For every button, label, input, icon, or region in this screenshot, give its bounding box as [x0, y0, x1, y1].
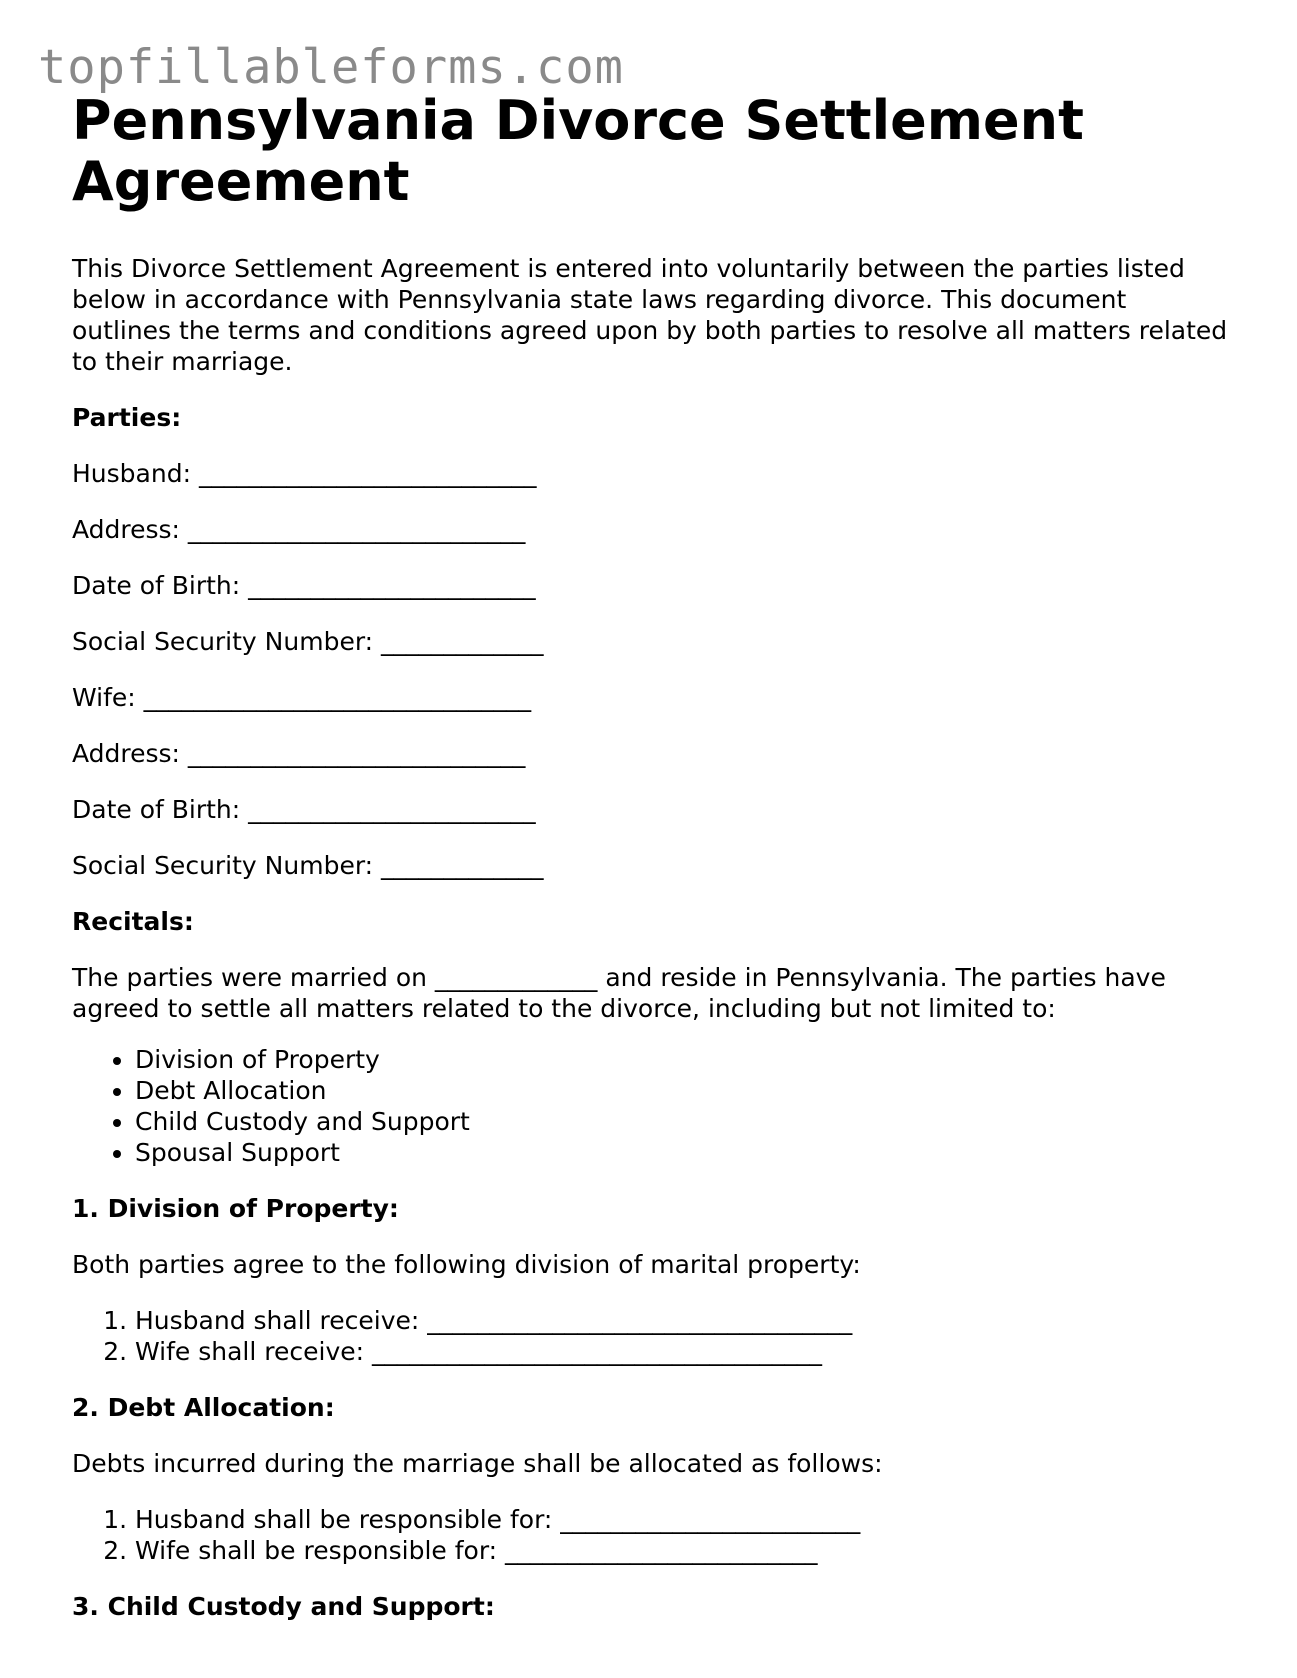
section2-list	[72, 1504, 1232, 1566]
wife-property-field[interactable]: 2. Wife shall receive: ____________________________________	[135, 1336, 1232, 1367]
wife-address-field[interactable]: Address: ___________________________	[72, 739, 526, 768]
section1-list	[72, 1305, 1232, 1367]
wife-name-field[interactable]: Wife: _______________________________	[72, 683, 532, 712]
recitals-list	[72, 1044, 1232, 1168]
intro-paragraph: This Divorce Settlement Agreement is entered into voluntarily between the parties listed below in accordance with Pennsylvania state laws regarding divorce. This document outlines the terms and conditions agreed upon by both parties to resolve all matters related to their marriage.	[72, 254, 1228, 376]
recitals-text: The parties were married on _____________ and reside in Pennsylvania. The parties have agreed to settle all matters related to the divorce, including but not limited to:	[72, 963, 1166, 1023]
wife-ssn-field[interactable]: Social Security Number: _____________	[72, 851, 544, 880]
husband-property-field[interactable]: 1. Husband shall receive: __________________________________	[135, 1305, 1232, 1336]
husband-ssn-field[interactable]: Social Security Number: _____________	[72, 627, 544, 656]
husband-name-field[interactable]: Husband: ___________________________	[72, 459, 537, 488]
list-item: • Division of Property	[135, 1044, 1232, 1075]
watermark: topfillableforms.com	[38, 40, 624, 95]
section2-heading: 2. Debt Allocation:	[72, 1393, 335, 1422]
list-item: • Debt Allocation	[135, 1075, 1232, 1106]
section1-text: Both parties agree to the following division of marital property:	[72, 1250, 861, 1279]
document-page	[72, 90, 1232, 1622]
recitals-heading: Recitals:	[72, 907, 194, 936]
document-title: Pennsylvania Divorce Settlement Agreement	[72, 89, 1084, 213]
list-item: • Child Custody and Support	[135, 1106, 1232, 1137]
husband-dob-field[interactable]: Date of Birth: _______________________	[72, 571, 536, 600]
parties-heading: Parties:	[72, 403, 182, 432]
section3-heading: 3. Child Custody and Support:	[72, 1592, 495, 1621]
section1-heading: 1. Division of Property:	[72, 1194, 399, 1223]
husband-debt-field[interactable]: 1. Husband shall be responsible for: ________________________	[135, 1504, 1232, 1535]
section2-text: Debts incurred during the marriage shall be allocated as follows:	[72, 1449, 883, 1478]
wife-dob-field[interactable]: Date of Birth: _______________________	[72, 795, 536, 824]
wife-debt-field[interactable]: 2. Wife shall be responsible for: _________________________	[135, 1535, 1232, 1566]
husband-address-field[interactable]: Address: ___________________________	[72, 515, 526, 544]
list-item: • Spousal Support	[135, 1137, 1232, 1168]
